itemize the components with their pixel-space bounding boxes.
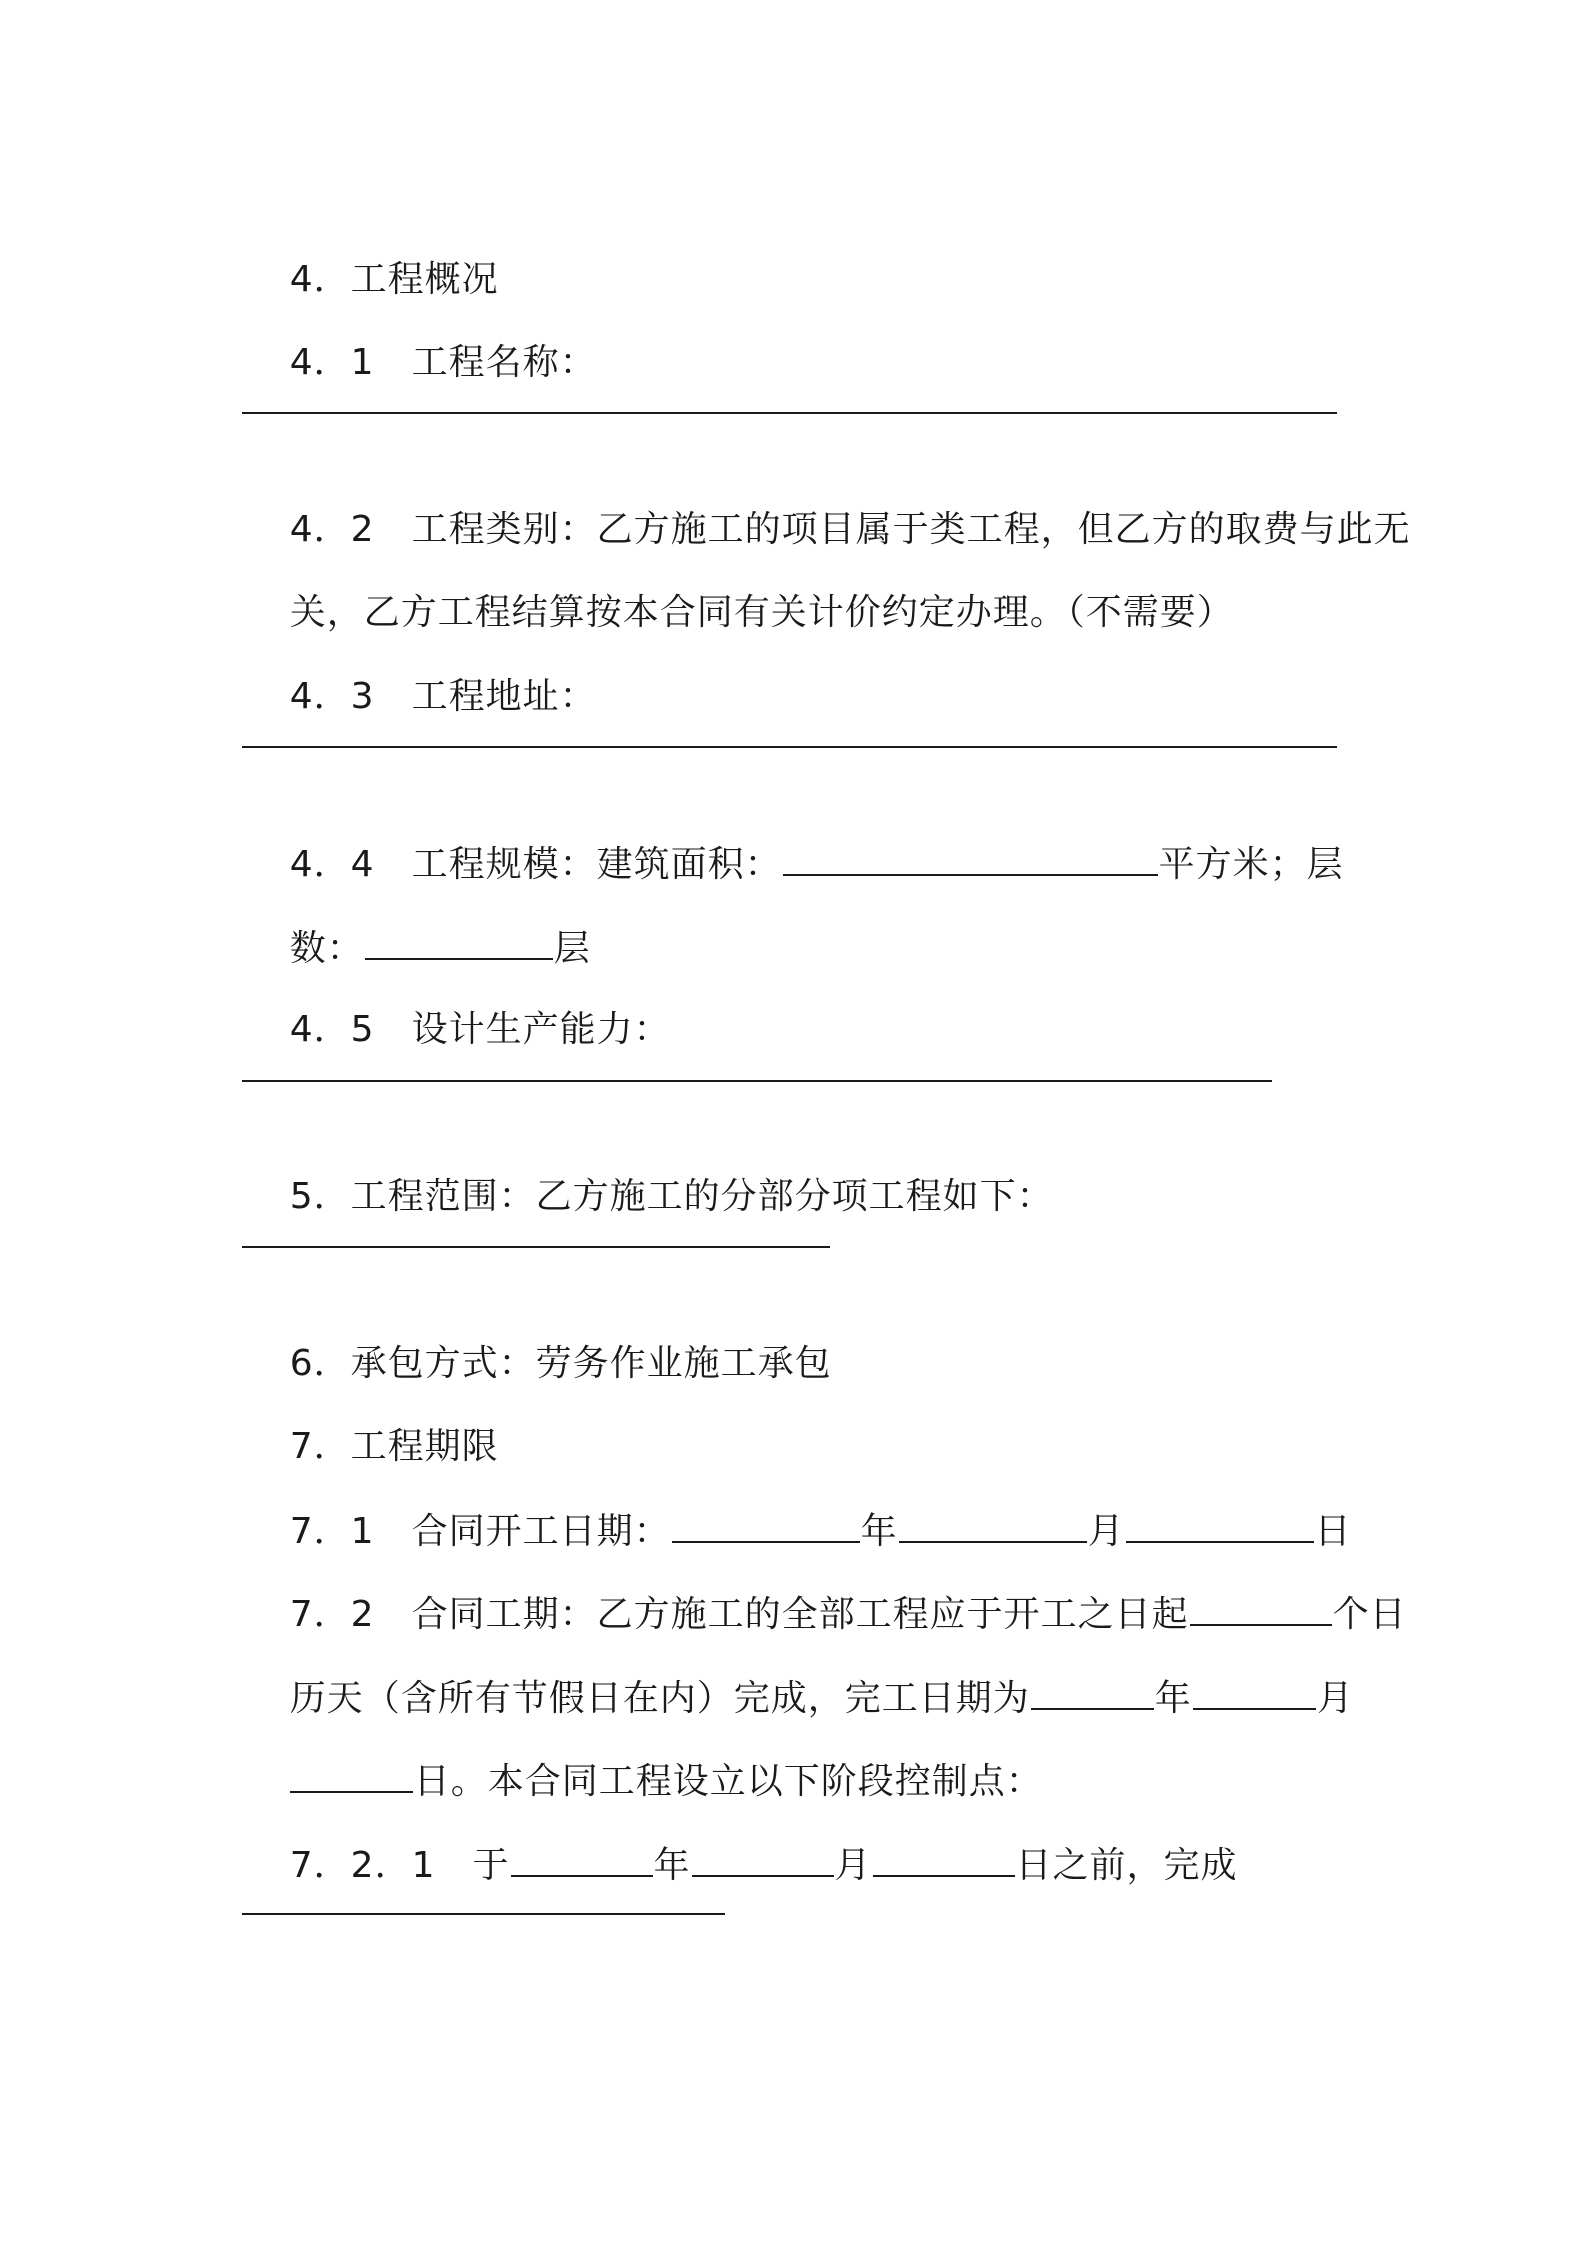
milestone-1-task-blank[interactable] bbox=[242, 1913, 725, 1915]
section-4-4-line2 bbox=[240, 872, 591, 969]
section-6-text bbox=[240, 1289, 832, 1384]
section-5-label bbox=[240, 1122, 1054, 1217]
section-7-2-line1 bbox=[240, 1538, 1407, 1635]
section-4-4-line1 bbox=[240, 788, 1344, 885]
completion-year-unit: 年 bbox=[1154, 1678, 1192, 1719]
milestone-1-year-unit: 年 bbox=[653, 1845, 691, 1886]
contract-method-text: 6．承包方式：劳务作业施工承包 bbox=[289, 1343, 832, 1384]
completion-month-unit: 月 bbox=[1316, 1678, 1354, 1719]
section-7-heading bbox=[240, 1372, 499, 1467]
section-7-2-line2 bbox=[240, 1622, 1354, 1719]
project-category-text-1: 4．2 工程类别：乙方施工的项目属于类工程，但乙方的取费与此无 bbox=[289, 509, 1411, 550]
start-date-label: 7．1 合同开工日期： bbox=[289, 1511, 671, 1552]
completion-day-blank[interactable] bbox=[290, 1755, 413, 1793]
milestone-1-year-blank[interactable] bbox=[511, 1839, 653, 1877]
project-scope-label: 5．工程范围：乙方施工的分部分项工程如下： bbox=[289, 1176, 1054, 1217]
section-4-3-label bbox=[240, 622, 597, 717]
section-4-2-line2 bbox=[240, 538, 1234, 633]
project-category-text-2: 关，乙方工程结算按本合同有关计价约定办理。（不需要） bbox=[289, 592, 1234, 633]
milestone-1-month-unit: 月 bbox=[834, 1845, 872, 1886]
section-7-2-1-line bbox=[240, 1789, 1238, 1886]
start-month-unit: 月 bbox=[1087, 1511, 1125, 1552]
project-address-label: 4．3 工程地址： bbox=[289, 676, 597, 717]
building-area-label: 4．4 工程规模：建筑面积： bbox=[289, 844, 782, 885]
milestone-1-suffix: 日之前，完成 bbox=[1015, 1845, 1238, 1886]
section-4-heading bbox=[240, 205, 499, 300]
building-area-blank[interactable] bbox=[783, 838, 1158, 876]
completion-date-label: 历天（含所有节假日在内）完成，完工日期为 bbox=[289, 1678, 1030, 1719]
project-address-blank[interactable] bbox=[242, 746, 1337, 748]
milestone-1-label: 7．2．1 于 bbox=[289, 1845, 510, 1886]
building-area-unit: 平方米；层 bbox=[1158, 844, 1344, 885]
start-year-unit: 年 bbox=[860, 1511, 898, 1552]
section-4-2-line1 bbox=[240, 455, 1411, 550]
milestone-intro-text: 日。本合同工程设立以下阶段控制点： bbox=[413, 1761, 1043, 1802]
project-name-blank[interactable] bbox=[242, 412, 1337, 414]
design-capacity-label: 4．5 设计生产能力： bbox=[289, 1009, 671, 1050]
design-capacity-blank[interactable] bbox=[242, 1080, 1272, 1082]
section-4-heading-text: 4．工程概况 bbox=[289, 259, 499, 300]
project-scope-blank[interactable] bbox=[242, 1246, 830, 1248]
section-7-heading-text: 7．工程期限 bbox=[289, 1426, 499, 1467]
section-7-2-line3 bbox=[240, 1705, 1043, 1802]
section-4-1-label bbox=[240, 288, 597, 383]
contract-days-unit: 个日 bbox=[1332, 1594, 1407, 1635]
section-4-5-label bbox=[240, 955, 671, 1050]
milestone-1-day-blank[interactable] bbox=[873, 1839, 1015, 1877]
milestone-1-month-blank[interactable] bbox=[692, 1839, 834, 1877]
contract-days-blank[interactable] bbox=[1190, 1588, 1332, 1626]
floor-count-unit: 层 bbox=[553, 928, 591, 969]
completion-year-blank[interactable] bbox=[1031, 1672, 1154, 1710]
start-day-unit: 日 bbox=[1314, 1511, 1352, 1552]
contract-period-label: 7．2 合同工期：乙方施工的全部工程应于开工之日起 bbox=[289, 1594, 1189, 1635]
floor-count-label: 数： bbox=[289, 928, 364, 969]
completion-month-blank[interactable] bbox=[1193, 1672, 1316, 1710]
project-name-label: 4．1 工程名称： bbox=[289, 342, 597, 383]
section-7-1-line bbox=[240, 1455, 1352, 1552]
